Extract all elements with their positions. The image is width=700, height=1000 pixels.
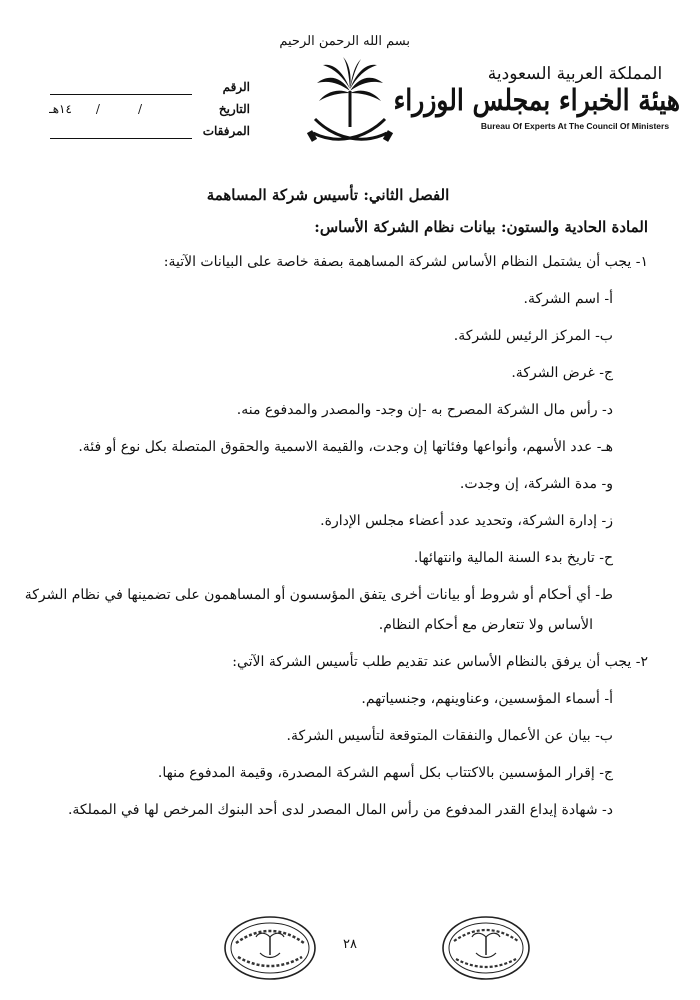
date-template: //١٤هـ [49,102,142,116]
clause-2: ٢- يجب أن يرفق بالنظام الأساس عند تقديم طلب تأسيس الشركة الآتي: [232,654,648,670]
official-stamp-right [440,913,532,983]
organization-name-arabic: هيئة الخبراء بمجلس الوزراء [393,83,680,118]
official-stamp-left [222,913,318,983]
basmala: بسم الله الرحمن الرحيم [279,34,410,49]
clause-1-item: هـ- عدد الأسهم، وأنواعها وفئاتها إن وجدت، والقيمة الاسمية والحقوق المتصلة بكل نوع أو فئة. [78,439,613,455]
clause-1-item: د- رأس مال الشركة المصرح به -إن وجد- والمصدر والمدفوع منه. [236,402,613,418]
page-number: ٢٨ [343,937,357,952]
clause-1-item: ط- أي أحكام أو شروط أو بيانات أخرى يتفق المؤسسون أو المساهمون على تضمينها في نظام الشركة [24,587,613,603]
organization-name-english: Bureau Of Experts At The Council Of Ministers [480,121,670,131]
chapter-title: الفصل الثاني: تأسيس شركة المساهمة [206,186,450,204]
clause-2-item: د- شهادة إيداع القدر المدفوع من رأس المال المصدر لدى أحد البنوك المرخص لها في المملكة. [67,802,613,818]
clause-1-item: ب- المركز الرئيس للشركة. [453,328,613,344]
attachments-row [50,124,250,146]
reference-number-row [50,80,250,102]
clause-1: ١- يجب أن يشتمل النظام الأساس لشركة المساهمة بصفة خاصة على البيانات الآتية: [163,254,648,270]
letterhead-emblem-block [279,34,410,153]
clause-2-item: أ- أسماء المؤسسين، وعناوينهم، وجنسياتهم. [361,691,613,707]
country-name: المملكة العربية السعودية [487,64,663,84]
reference-number-label: الرقم [222,80,250,94]
clause-1-item-continuation: الأساس ولا تتعارض مع أحكام النظام. [378,617,593,633]
date-row [50,102,250,124]
attachments-label: المرفقات [202,124,250,138]
clause-2-item: ج- إقرار المؤسسين بالاكتتاب بكل أسهم الشركة المصدرة، وقيمة المدفوع منها. [157,765,613,781]
letterhead-organization [393,64,680,131]
clause-1-item: ج- غرض الشركة. [511,365,613,381]
palm-and-swords-emblem-icon [305,53,395,153]
attachments-line [50,138,192,139]
clause-1-item: أ- اسم الشركة. [523,291,613,307]
reference-number-line [50,94,192,95]
clause-1-item: و- مدة الشركة، إن وجدت. [459,476,613,492]
clause-2-item: ب- بيان عن الأعمال والنفقات المتوقعة لتأسيس الشركة. [286,728,613,744]
date-label: التاريخ [218,102,250,116]
clause-1-item: ح- تاريخ بدء السنة المالية وانتهائها. [413,550,613,566]
article-title: المادة الحادية والستون: بيانات نظام الشركة الأساس: [314,218,648,236]
clause-1-item: ز- إدارة الشركة، وتحديد عدد أعضاء مجلس الإدارة. [320,513,613,529]
document-body [24,186,648,837]
letter-reference-fields [50,80,250,146]
